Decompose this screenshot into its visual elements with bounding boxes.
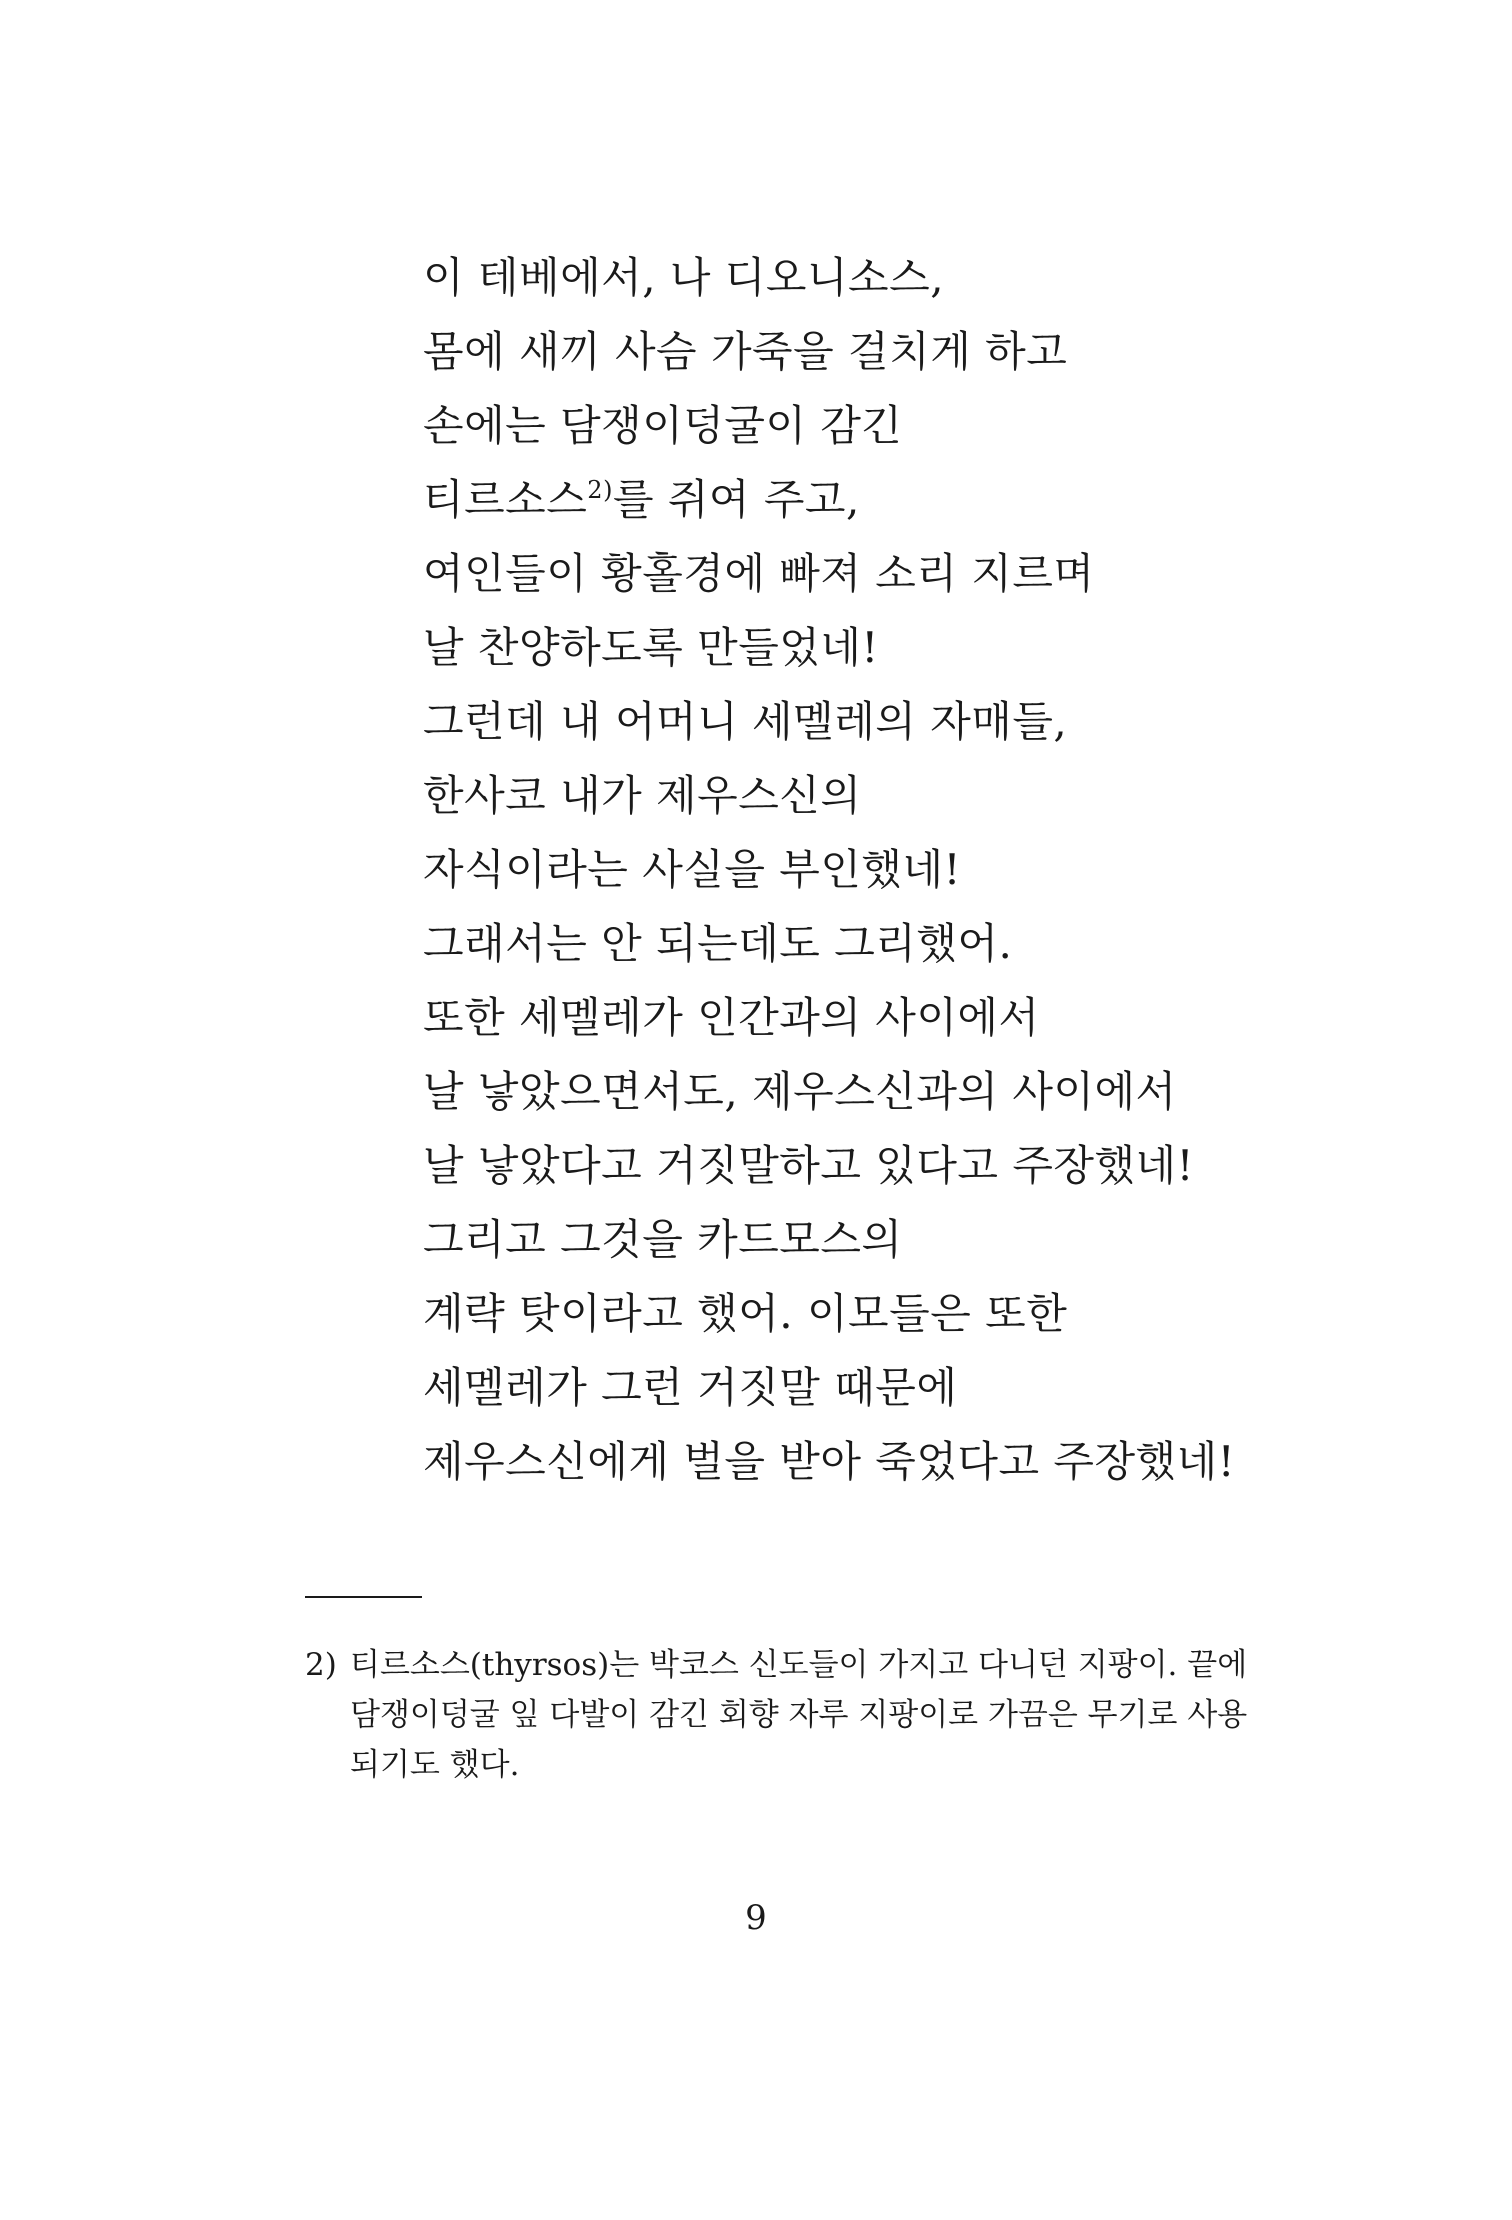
footnote-text-line: 티르소스(thyrsos)는 박코스 신도들이 가지고 다니던 지팡이. 끝에 [350,1647,1248,1683]
poem-line: 손에는 담쟁이덩굴이 감긴 [423,401,903,450]
poem-line: 세멜레가 그런 거짓말 때문에 [423,1363,958,1412]
page-number: 9 [745,1898,767,1938]
poem-line: 제우스신에게 벌을 받아 죽었다고 주장했네! [423,1437,1236,1486]
footnote-text-line: 되기도 했다. [350,1747,520,1783]
poem-line: 그리고 그것을 카드모스의 [423,1215,903,1264]
poem-line: 또한 세멜레가 인간과의 사이에서 [423,993,1040,1042]
poem-line-with-footnote [423,470,1423,544]
poem-line: 자식이라는 사실을 부인했네! [423,845,961,894]
poem-line: 날 낳았으면서도, 제우스신과의 사이에서 [423,1067,1177,1116]
poem-line: 날 낳았다고 거짓말하고 있다고 주장했네! [423,1141,1195,1190]
poem-line: 몸에 새끼 사슴 가죽을 걸치게 하고 [423,327,1068,376]
poem-body [423,248,1423,1506]
footnote-text-line: 담쟁이덩굴 잎 다발이 감긴 회향 자루 지팡이로 가끔은 무기로 사용 [350,1697,1248,1733]
poem-line-continuation: 를 쥐여 주고, [612,475,860,524]
poem-line: 계략 탓이라고 했어. 이모들은 또한 [423,1289,1068,1338]
footnote [305,1640,1248,1790]
poem-line: 날 찬양하도록 만들었네! [423,623,879,672]
poem-line-text: 티르소스 [423,475,588,524]
footnote-reference[interactable]: 2) [587,476,613,504]
footnote-row [305,1640,1248,1690]
poem-line: 그런데 내 어머니 세멜레의 자매들, [423,697,1068,746]
footnote-row [305,1690,1248,1740]
poem-line: 한사코 내가 제우스신의 [423,771,862,820]
footnote-separator [305,1596,422,1598]
poem-line: 그래서는 안 되는데도 그리했어. [423,919,1013,968]
footnote-row [305,1740,1245,1790]
footnote-marker: 2) [305,1647,337,1683]
poem-line: 여인들이 황홀경에 빠져 소리 지르며 [423,549,1095,598]
poem-line: 이 테베에서, 나 디오니소스, [423,253,945,302]
